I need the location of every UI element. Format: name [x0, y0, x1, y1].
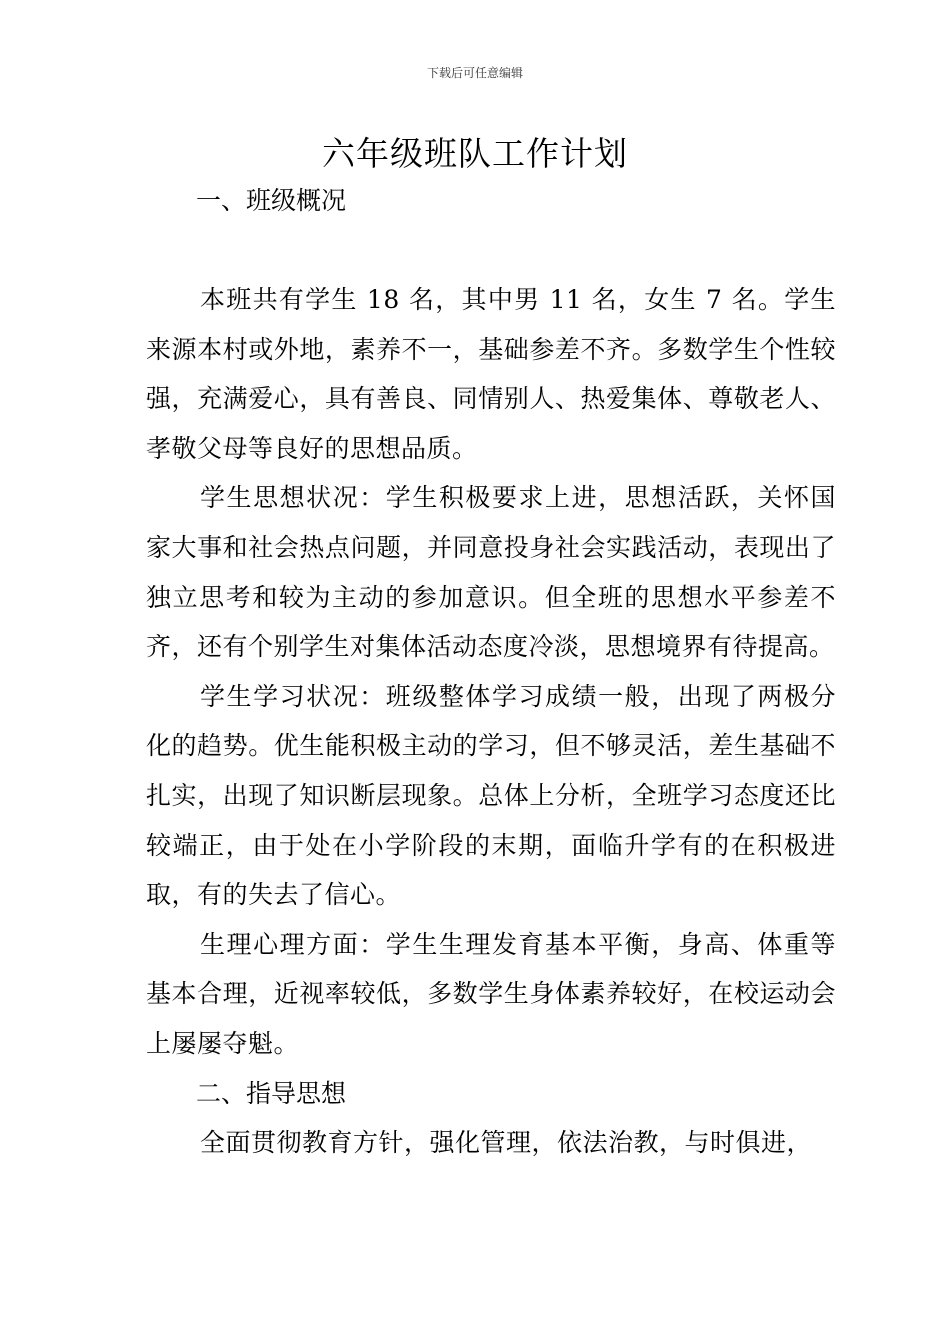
- section1-heading-block: [146, 176, 836, 226]
- paragraph-class-overview: 本班共有学生 18 名，其中男 11 名，女生 7 名。学生来源本村或外地，素养不一，基础参差不齐。多数学生个性较强，充满爱心，具有善良、同情别人、热爱集体、尊敬老人、孝敬父母等良好的思想品质。: [146, 285, 836, 463]
- paragraph-physical-mental: 生理心理方面：学生生理发育基本平衡，身高、体重等基本合理，近视率较低，多数学生身体素养较好，在校运动会上屡屡夺魁。: [146, 929, 836, 1058]
- paragraph-study-status: 学生学习状况：班级整体学习成绩一般，出现了两极分化的趋势。优生能积极主动的学习，但不够灵活，差生基础不扎实，出现了知识断层现象。总体上分析，全班学习态度还比较端正，由于处在小学阶段的末期，面临升学有的在积极进取，有的失去了信心。: [146, 681, 836, 910]
- paragraph-guiding-thought: 全面贯彻教育方针，强化管理，依法治教，与时俱进，: [200, 1128, 813, 1158]
- section2-heading: 二、指导思想: [196, 1078, 347, 1108]
- document-title: 六年级班队工作计划: [322, 134, 628, 173]
- document-body: [146, 275, 836, 1168]
- paragraph-thought-status: 学生思想状况：学生积极要求上进，思想活跃，关怀国家大事和社会热点问题，并同意投身社会实践活动，表现出了独立思考和较为主动的参加意识。但全班的思想水平参差不齐，还有个别学生对集体活动态度冷淡，思想境界有待提高。: [146, 483, 836, 662]
- page-header-note: 下载后可任意编辑: [426, 66, 523, 80]
- section1-heading: 一、班级概况: [196, 186, 347, 215]
